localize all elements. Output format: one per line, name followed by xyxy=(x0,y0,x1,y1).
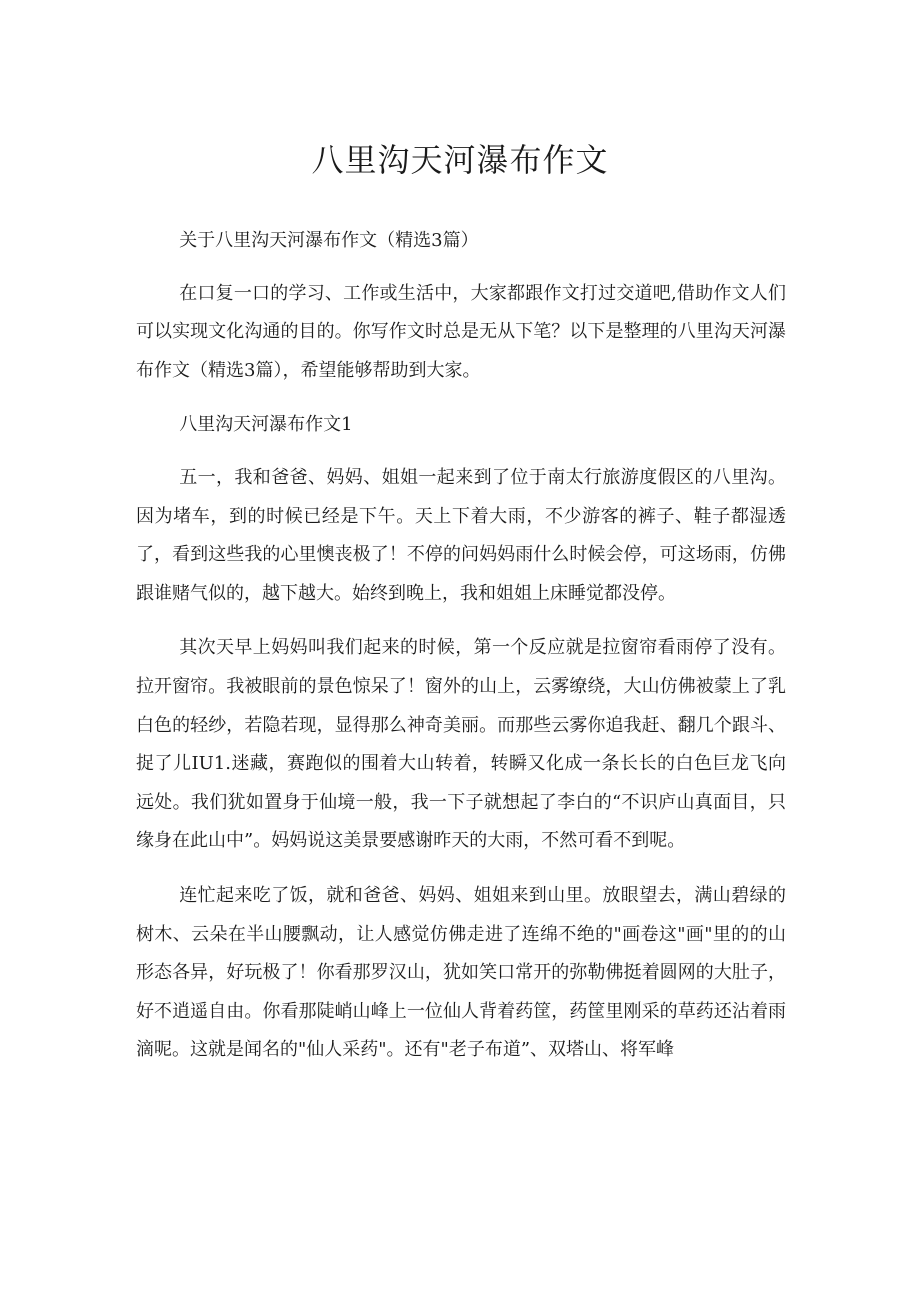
document-body xyxy=(136,222,786,1086)
intro-paragraph: 在口复一口的学习、工作或生活中，大家都跟作文打过交道吧,借助作文人们可以实现文化沟通的目的。你写作文时总是无从下笔？以下是整理的八里沟天河瀑布作文（精选3篇），希望能够帮助到大家。 xyxy=(136,282,786,381)
essay-paragraph-1: 五一，我和爸爸、妈妈、姐姐一起来到了位于南太行旅游度假区的八里沟。因为堵车，到的时候已经是下午。天上下着大雨，不少游客的裤子、鞋子都湿透了，看到这些我的心里懊丧极了！不停的问妈妈雨什么时候会停，可这场雨，仿佛跟谁赌气似的，越下越大。始终到晚上，我和姐姐上床睡觉都没停。 xyxy=(136,466,786,604)
essay-paragraph-3: 连忙起来吃了饭，就和爸爸、妈妈、姐姐来到山里。放眼望去，满山碧绿的树木、云朵在半山腰飘动，让人感觉仿佛走进了连绵不绝的"画卷这"画"里的的山形态各异，好玩极了！你看那罗汉山，犹如笑口常开的弥勒佛挺着圆网的大肚子，好不逍遥自由。你看那陡峭山峰上一位仙人背着药筐，药筐里刚采的草药还沾着雨滴呢。这就是闻名的"仙人采药"。还有"老子布道”、双塔山、将军峰 xyxy=(136,884,786,1061)
document-title: 八里沟天河瀑布作文 xyxy=(311,141,609,179)
intro-heading: 关于八里沟天河瀑布作文（精选3篇） xyxy=(179,230,479,251)
essay-heading: 八里沟天河瀑布作文1 xyxy=(179,414,353,436)
essay-paragraph-2: 其次天早上妈妈叫我们起来的时候，第一个反应就是拉窗帘看雨停了没有。拉开窗帘。我被眼前的景色惊呆了！窗外的山上，云雾缭绕，大山仿佛被蒙上了乳白色的轻纱，若隐若现，显得那么神奇美丽。而那些云雾你追我赶、翻几个跟斗、捉了儿IU1.迷藏，赛跑似的围着大山转着，转瞬又化成一条长长的白色巨龙飞向远处。我们犹如置身于仙境一般，我一下子就想起了李白的“不识庐山真面目，只缘身在此山中”。妈妈说这美景要感谢昨天的大雨，不然可看不到呢。 xyxy=(136,637,786,852)
